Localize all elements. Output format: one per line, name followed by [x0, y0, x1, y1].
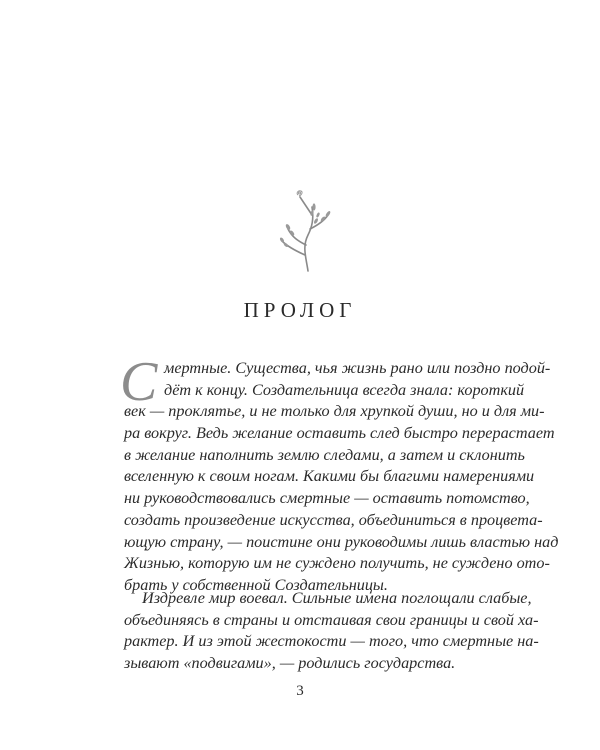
text-line: брать у собственной Создательницы.	[124, 575, 388, 594]
text-line: ни руководствовались смертные — оставить потомство,	[124, 489, 530, 508]
chapter-title: ПРОЛОГ	[243, 298, 357, 322]
text-line: создать произведение искусства, объединиться в процвета-	[124, 510, 543, 529]
text-line: объединяясь в страны и отстаивая свои границы и свой ха-	[124, 610, 539, 629]
drop-cap: С	[120, 351, 158, 413]
text-line: в желание наполнить землю следами, а затем и склонить	[124, 445, 525, 464]
text-line: зывают «подвигами», — родились государства.	[124, 654, 456, 673]
text-line: дёт к концу. Создательница всегда знала: короткий	[164, 380, 525, 399]
text-line: вселенную к своим ногам. Какими бы благими намерениями	[124, 467, 535, 486]
text-line: Издревле мир воевал. Сильные имена поглощали слабые,	[142, 589, 532, 607]
paragraph-2	[124, 588, 539, 675]
paragraph-1	[120, 351, 559, 597]
text-line: ющую страну, — поистине они руководимы лишь властью над	[124, 532, 559, 551]
text-line: мертные. Существа, чья жизнь рано или поздно подой-	[164, 359, 551, 377]
page-number: 3	[296, 683, 304, 699]
text-line: ра вокруг. Ведь желание оставить след быстро перерастает	[124, 424, 555, 443]
text-line: рактер. И из этой жестокости — того, что смертные на-	[124, 632, 539, 651]
flower-sprig-icon	[268, 185, 340, 275]
text-line: Жизнью, которую им не суждено получить, не суждено отo-	[124, 554, 550, 573]
text-line: век — проклятье, и не только для хрупкой души, но и для ми-	[124, 402, 545, 421]
